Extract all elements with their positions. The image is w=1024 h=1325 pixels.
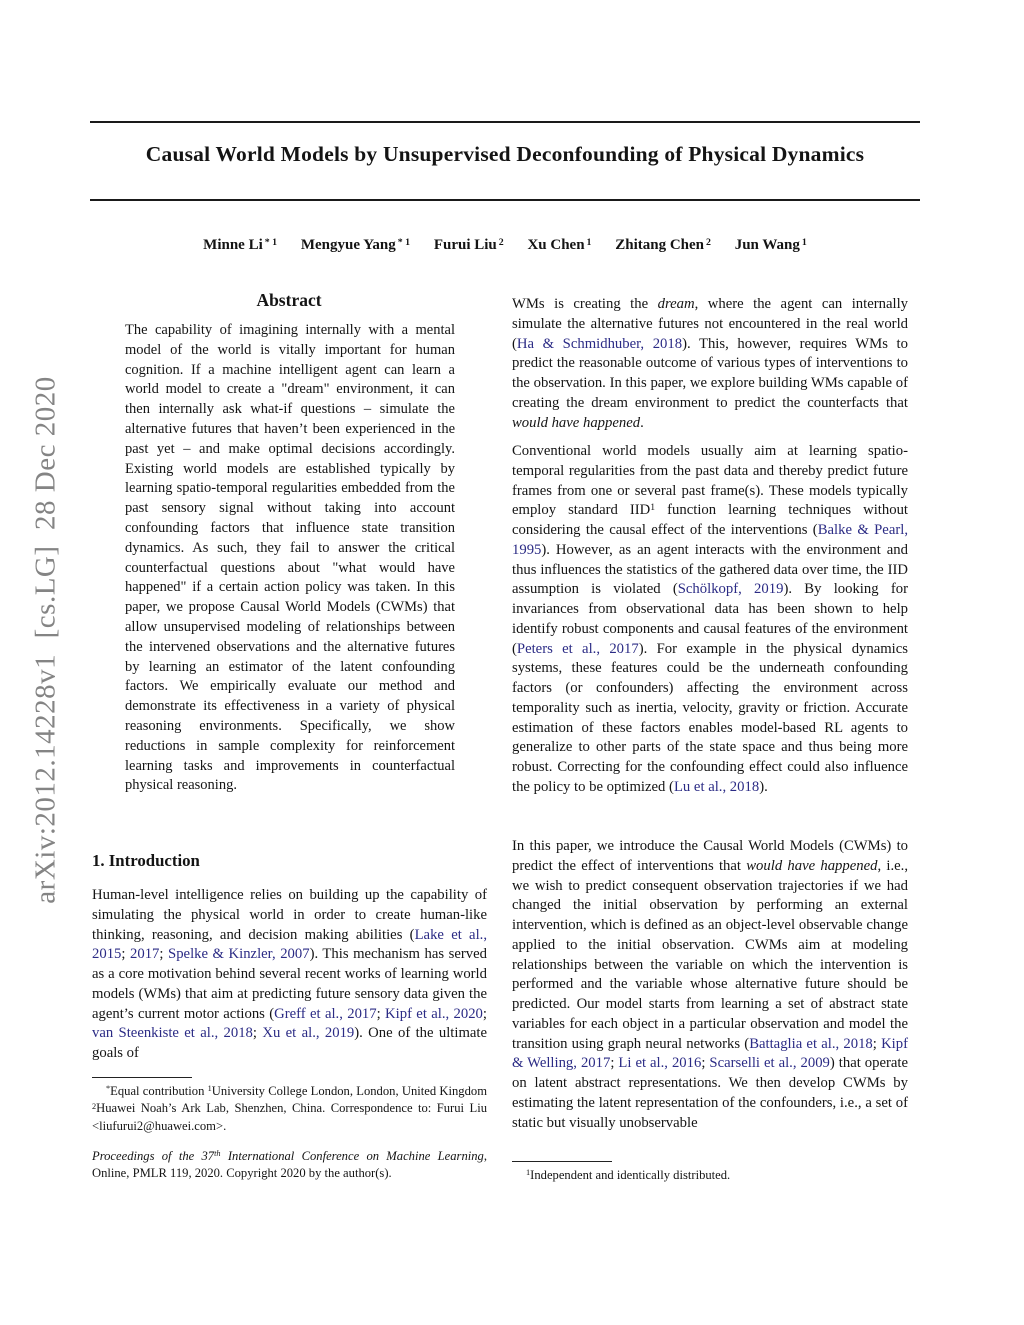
text-segment: Conventional world models usually aim at learning spatio-temporal regularities from the past data and thereby predict future frames from one or several past frame(s). These models typically employ standard IID [512, 443, 908, 519]
text-segment: th [214, 1149, 221, 1159]
author-affiliation-sup: * 1 [264, 236, 278, 248]
citation-link[interactable]: Peters et al., 2017 [516, 640, 639, 657]
citation-link[interactable]: Schölkopf, 2019 [677, 581, 784, 598]
text-segment: Human-level intelligence relies on building up the capability of simulating the physical world in order to create human-like thinking, reasoning, and decision making abilities ( [92, 887, 487, 943]
text-segment: ; [872, 1035, 882, 1052]
citation-link[interactable]: 2017 [130, 946, 160, 963]
text-segment: ). [759, 778, 768, 795]
author-name: Mengyue Yang [300, 237, 396, 253]
citation-link[interactable]: Li et al., 2016 [618, 1055, 702, 1072]
text-segment: Huawei Noah’s Ark Lab, Shenzhen, China. Correspondence to: Furui Liu <liufurui2@huawei.com>. [92, 1101, 487, 1133]
citation-link[interactable]: Balke & Pearl, 1995 [512, 522, 908, 558]
text-segment: ). This, however, requires WMs to predict the reasonable outcome of various types of interventions to the observation. In this paper, we explore building WMs capable of creating the dream environment to predict the counterfacts that [512, 335, 908, 411]
author-name: Xu Chen [527, 237, 585, 253]
text-segment: ). This mechanism has served as a core motivation behind several recent works of learning world models (WMs) that aim at predicting future sensory data given the agent’s current motor actions ( [92, 946, 487, 1022]
right-column-paragraph-1 [512, 295, 908, 433]
paper-title: Causal World Models by Unsupervised Deconfounding of Physical Dynamics [145, 142, 865, 166]
text-segment: ). For example in the physical dynamics systems, these features could be the underneath confounding factors (or confounders) affecting the environment across temporality such as inertia, velocity, gravity or friction. Accurate estimation of these factors enables model-based RL agents to generalize to other parts of the state space and thus being more robust. Correcting for the confounding effect could also influence the policy to be optimized ( [512, 640, 908, 795]
text-segment: . [640, 414, 644, 431]
citation-link[interactable]: Lake et al., 2015 [92, 926, 487, 963]
text-segment: , Online, PMLR 119, 2020. Copyright 2020 by the author(s). [92, 1149, 487, 1181]
text-segment: Proceedings of the 37 [92, 1149, 215, 1163]
right-column-paragraph-3 [512, 837, 908, 1133]
iid-footnote [512, 1167, 908, 1184]
abstract-heading: Abstract [256, 290, 322, 310]
title-rule-top [90, 121, 920, 123]
author [527, 237, 591, 253]
text-segment: ; [376, 1005, 386, 1022]
author [615, 237, 711, 253]
citation-link[interactable]: van Steenkiste et al., 2018 [92, 1025, 253, 1042]
proceedings-notice [92, 1148, 487, 1183]
text-segment: ) that operate on latent abstract representations. We then develop CWMs by estimating the latent representation of the confounders, i.e., a set of static but visually unobservable [512, 1055, 908, 1131]
arxiv-watermark: arXiv:2012.14228v1 [cs.LG] 28 Dec 2020 [29, 376, 62, 904]
footnote-rule-left [92, 1077, 192, 1078]
citation-link[interactable]: Xu et al., 2019 [262, 1025, 355, 1042]
author [735, 237, 807, 253]
text-segment: 1 [526, 1168, 531, 1178]
citation-link[interactable]: Lu et al., 2018 [673, 778, 760, 795]
text-segment: Independent and identically distributed. [530, 1168, 731, 1182]
section-heading-introduction: 1. Introduction [92, 851, 200, 870]
author-name: Furui Liu [433, 237, 497, 253]
text-segment: ; [121, 946, 131, 963]
author [301, 237, 410, 253]
footnote-rule-right [512, 1161, 612, 1162]
right-column-paragraph-2 [512, 442, 908, 798]
citation-link[interactable]: Scarselli et al., 2009 [709, 1055, 830, 1072]
abstract-body: The capability of imagining internally with a mental model of the world is vitally important for human cognition. If a machine intelligent agent can learn a world model to create a "dream" environment, it can then internally ask what-if questions – simulate the alternative futures that haven’t been experienced in the past yet – and make optimal decisions accordingly. Existing world models are established typically by learning spatio-temporal regularities embedded from the past sensory signal without taking into account confounding factors that influence state transition dynamics. As such, they fail to answer the critical counterfactual questions about "what would have happened" if a certain action policy was taken. In this paper, we propose Causal World Models (CWMs) that allow unsupervised modeling of relationships between the intervened observations and the alternative futures by learning an estimator of the latent confounding factors. We empirically evaluate our method and demonstrate its effectiveness in a variety of physical reasoning environments. Specifically, we show reductions in sample complexity for reinforcement learning tasks and improvements in counterfactual physical reasoning. [125, 322, 455, 794]
citation-link[interactable]: Kipf & Welling, 2017 [512, 1035, 908, 1072]
author-affiliation-sup: 2 [498, 236, 504, 248]
author-affiliation-sup: 2 [706, 236, 711, 248]
text-segment: would have happened [746, 857, 878, 874]
affiliation-footnote [92, 1083, 487, 1135]
text-segment: In this paper, we introduce the Causal World Models (CWMs) to predict the effect of interventions that [512, 838, 908, 874]
citation-link[interactable]: Spelke & Kinzler, 2007 [168, 946, 310, 963]
text-segment: 1 [207, 1084, 212, 1094]
text-segment: * [106, 1084, 111, 1094]
author-name: Jun Wang [734, 237, 800, 253]
text-segment: ; [610, 1055, 619, 1072]
text-segment: ; [252, 1025, 263, 1042]
introduction-paragraph [92, 886, 487, 1064]
citation-link[interactable]: Battaglia et al., 2018 [749, 1035, 873, 1052]
author-name: Minne Li [203, 237, 263, 253]
text-segment: dream [657, 296, 695, 312]
author-affiliation-sup: 1 [801, 236, 807, 248]
author [203, 237, 277, 253]
title-rule-bottom [90, 199, 920, 201]
author-affiliation-sup: * 1 [397, 236, 411, 248]
citation-link[interactable]: Greff et al., 2017 [274, 1005, 377, 1022]
text-segment: ; [701, 1055, 710, 1072]
citation-link[interactable]: Ha & Schmidhuber, 2018 [516, 335, 683, 352]
author-name: Zhitang Chen [615, 237, 705, 253]
author [434, 237, 504, 253]
text-segment: International Conference on Machine Learning [220, 1149, 484, 1163]
author-line [90, 237, 920, 254]
text-segment: 1 [650, 501, 656, 513]
text-segment: function learning techniques without considering the causal effect of the interventions ( [512, 502, 908, 538]
text-segment: WMs is creating the [512, 296, 658, 312]
text-segment: ; [482, 1005, 487, 1022]
text-segment: Equal contribution [110, 1084, 208, 1098]
text-segment: University College London, London, United Kingdom [211, 1084, 487, 1098]
text-segment: , i.e., we wish to predict consequent observation trajectories if we had changed the initial observation by performing an external intervention, which is defined as an object-level observable change applied to the initial observation. CWMs aim at modeling relationships between the variable on which the intervention is performed and the variable whose alternative future should be predicted. Our model starts from learning a set of abstract state variables for each object in a particular observation and model the transition using graph neural networks ( [512, 857, 908, 1052]
citation-link[interactable]: Kipf et al., 2020 [385, 1005, 483, 1022]
text-segment: ). By looking for invariances from observational data has been shown to help identify robust components and causal features of the environment ( [512, 581, 908, 657]
text-segment: 2 [92, 1101, 97, 1111]
text-segment: , where the agent can internally simulate the alternative futures not encountered in the real world ( [512, 296, 908, 352]
text-segment: ). However, as an agent interacts with the environment and thus influences the statistics of the gathered data over time, the IID assumption is violated ( [512, 541, 908, 598]
text-segment: would have happened [512, 414, 641, 431]
author-affiliation-sup: 1 [586, 236, 592, 248]
text-segment: ). One of the ultimate goals of [92, 1025, 488, 1061]
text-segment: ; [159, 946, 169, 963]
